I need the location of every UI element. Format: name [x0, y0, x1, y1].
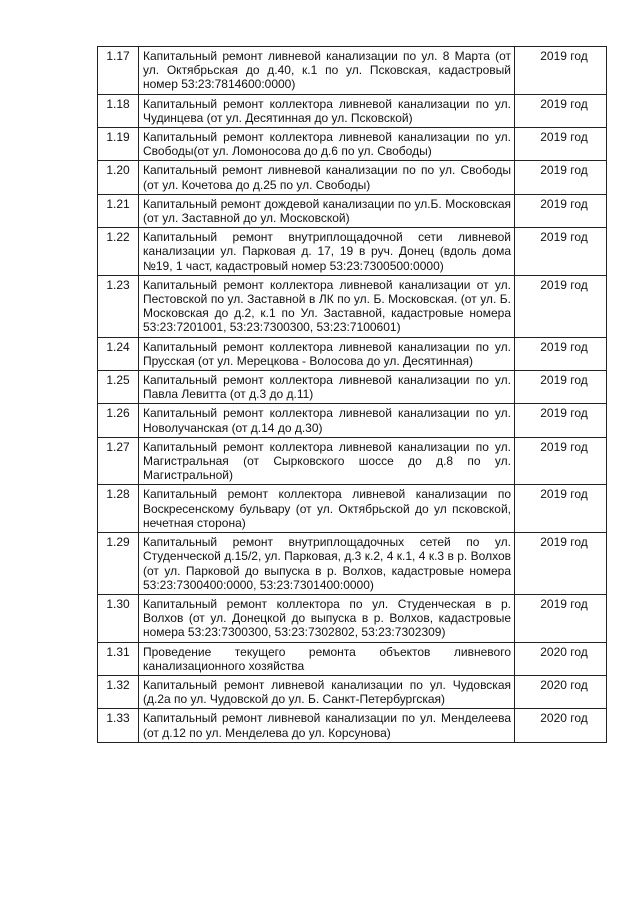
row-year: 2019 год: [515, 228, 607, 276]
row-year: 2019 год: [515, 404, 607, 437]
row-number: 1.20: [98, 161, 139, 194]
row-year: 2019 год: [515, 533, 607, 595]
row-description: Капитальный ремонт коллектора ливневой канализации по Воскресенскому бульвару (от ул. Октябрьской до ул псковской, нечетная сторона): [139, 485, 515, 533]
row-number: 1.24: [98, 337, 139, 370]
table-row: [98, 594, 607, 642]
table-row: [98, 275, 607, 337]
row-year: 2019 год: [515, 371, 607, 404]
row-description: Капитальный ремонт коллектора по ул. Студенческая в р. Волхов (от ул. Донецкой до выпуска в р. Волхов, кадастровые номера 53:23:7300300, 53:23:7302802, 53:23:7302309): [139, 594, 515, 642]
row-year: 2019 год: [515, 485, 607, 533]
row-year: 2019 год: [515, 94, 607, 127]
row-number: 1.23: [98, 275, 139, 337]
table-row: [98, 485, 607, 533]
row-description: Капитальный ремонт коллектора ливневой канализации по ул. Новолучанская (от д.14 до д.30): [139, 404, 515, 437]
table-row: [98, 128, 607, 161]
table-row: [98, 404, 607, 437]
row-number: 1.29: [98, 533, 139, 595]
row-year: 2019 год: [515, 337, 607, 370]
row-year: 2019 год: [515, 194, 607, 227]
row-description: Капитальный ремонт коллектора ливневой канализации по ул. Прусская (от ул. Мерецкова - Волосова до ул. Десятинная): [139, 337, 515, 370]
table-row: [98, 194, 607, 227]
table-row: [98, 437, 607, 485]
row-year: 2020 год: [515, 675, 607, 708]
row-description: Капитальный ремонт внутриплощадочных сетей по ул. Студенческой д.15/2, ул. Парковая, д.3 к.2, 4 к.1, 4 к.3 в р. Волхов (от ул. Парковой до выпуска в р. Волхов, кадастровые номера 53:23:7300400:0000, 53:23:7301400:0000): [139, 533, 515, 595]
row-year: 2020 год: [515, 642, 607, 675]
row-year: 2019 год: [515, 275, 607, 337]
row-description: Капитальный ремонт дождевой канализации по ул.Б. Московская (от ул. Заставной до ул. Московской): [139, 194, 515, 227]
row-year: 2019 год: [515, 161, 607, 194]
table-row: [98, 371, 607, 404]
row-number: 1.18: [98, 94, 139, 127]
row-description: Капитальный ремонт ливневой канализации по ул. Чудовская (д.2а по ул. Чудовской до ул. Б. Санкт-Петербургская): [139, 675, 515, 708]
row-number: 1.28: [98, 485, 139, 533]
work-plan-table: [97, 46, 607, 743]
table-row: [98, 94, 607, 127]
row-description: Капитальный ремонт коллектора ливневой канализации по ул. Чудинцева (от ул. Десятинная до ул. Псковской): [139, 94, 515, 127]
row-year: 2019 год: [515, 128, 607, 161]
table-row: [98, 709, 607, 742]
row-number: 1.22: [98, 228, 139, 276]
row-description: Капитальный ремонт коллектора ливневой канализации по ул. Павла Левитта (от д.3 до д.11): [139, 371, 515, 404]
row-number: 1.21: [98, 194, 139, 227]
row-description: Капитальный ремонт ливневой канализации по ул. Менделеева (от д.12 по ул. Менделева до ул. Корсунова): [139, 709, 515, 742]
row-year: 2019 год: [515, 47, 607, 95]
row-description: Капитальный ремонт коллектора ливневой канализации по ул. Свободы(от ул. Ломоносова до д.6 по ул. Свободы): [139, 128, 515, 161]
row-description: Капитальный ремонт коллектора ливневой канализации по ул. Магистральная (от Сырковского шоссе до д.8 по ул. Магистральной): [139, 437, 515, 485]
row-number: 1.27: [98, 437, 139, 485]
row-number: 1.19: [98, 128, 139, 161]
row-description: Капитальный ремонт ливневой канализации по по ул. Свободы (от ул. Кочетова до д.25 по ул. Свободы): [139, 161, 515, 194]
row-description: Проведение текущего ремонта объектов ливневого канализационного хозяйства: [139, 642, 515, 675]
row-number: 1.33: [98, 709, 139, 742]
row-number: 1.26: [98, 404, 139, 437]
row-number: 1.31: [98, 642, 139, 675]
table-body: [98, 47, 607, 743]
table-row: [98, 228, 607, 276]
table-row: [98, 161, 607, 194]
row-description: Капитальный ремонт коллектора ливневой канализации от ул. Пестовской по ул. Заставной в ЛК по ул. Б. Московская. (от ул. Б. Московская до д.2, к.1 по Ул. Заставной, кадастровые номера 53:23:7201001, 53:23:7300300, 53:23:7100601): [139, 275, 515, 337]
row-number: 1.32: [98, 675, 139, 708]
table-row: [98, 533, 607, 595]
row-year: 2019 год: [515, 437, 607, 485]
row-description: Капитальный ремонт ливневой канализации по ул. 8 Марта (от ул. Октябрьская до д.40, к.1 по ул. Псковская, кадастровый номер 53:23:7814600:0000): [139, 47, 515, 95]
table-row: [98, 47, 607, 95]
row-number: 1.30: [98, 594, 139, 642]
row-number: 1.25: [98, 371, 139, 404]
row-year: 2020 год: [515, 709, 607, 742]
row-description: Капитальный ремонт внутриплощадочной сети ливневой канализации ул. Парковая д. 17, 19 в руч. Донец (вдоль дома №19, 1 част, кадастровый номер 53:23:7300500:0000): [139, 228, 515, 276]
row-number: 1.17: [98, 47, 139, 95]
document-page: [97, 46, 607, 743]
table-row: [98, 642, 607, 675]
table-row: [98, 337, 607, 370]
table-row: [98, 675, 607, 708]
row-year: 2019 год: [515, 594, 607, 642]
